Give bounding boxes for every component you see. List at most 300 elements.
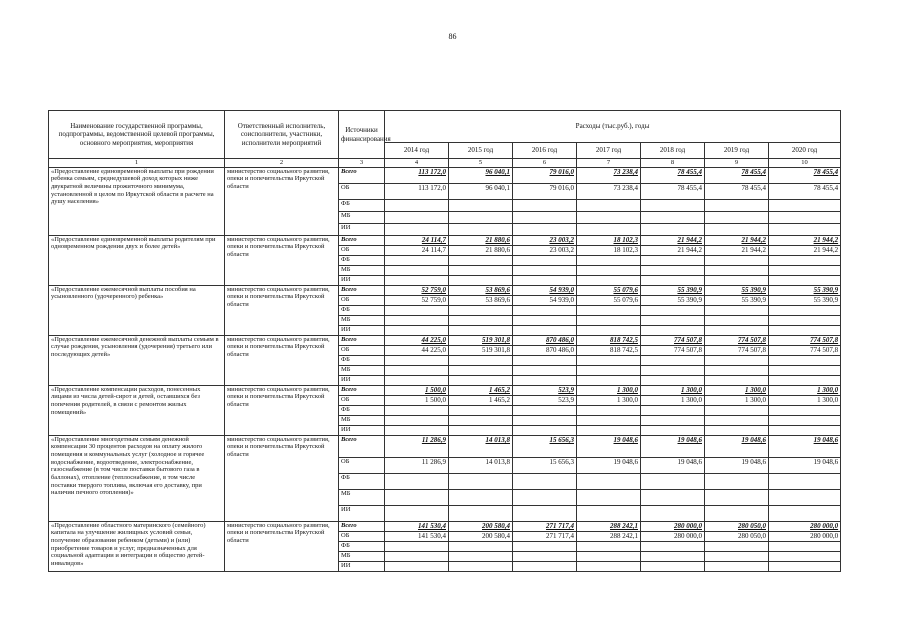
funding-source: Всего: [339, 435, 385, 457]
table-row: [49, 167, 841, 183]
funding-source: Всего: [339, 521, 385, 531]
expense-value: [577, 405, 641, 415]
expense-value: [705, 211, 769, 223]
expense-value: [705, 255, 769, 265]
expense-value: 1 300,0: [769, 395, 841, 405]
funding-source: Всего: [339, 167, 385, 183]
expense-value: 14 013,8: [449, 435, 513, 457]
expense-value: [705, 375, 769, 385]
expense-value: [385, 425, 449, 435]
expense-value: 21 944,2: [705, 245, 769, 255]
funding-source: ИИ: [339, 325, 385, 335]
expense-value: [449, 315, 513, 325]
expense-value: 21 944,2: [641, 245, 705, 255]
expense-value: [769, 265, 841, 275]
header-year: 2014 год: [385, 143, 449, 159]
expense-value: [385, 561, 449, 571]
expense-value: [705, 489, 769, 505]
expense-value: 55 390,9: [769, 285, 841, 295]
header-year: 2017 год: [577, 143, 641, 159]
expense-value: [641, 415, 705, 425]
header-year: 2016 год: [513, 143, 577, 159]
executor-name: министерство социального развития, опеки и попечительства Иркутской области: [225, 285, 339, 335]
funding-source: МБ: [339, 489, 385, 505]
expense-value: [449, 561, 513, 571]
table-row: [49, 335, 841, 345]
expense-value: 19 048,6: [705, 457, 769, 473]
expense-value: 774 507,8: [769, 335, 841, 345]
expense-value: 18 102,3: [577, 235, 641, 245]
expense-value: 19 048,6: [577, 457, 641, 473]
expense-value: [449, 425, 513, 435]
expense-value: [449, 473, 513, 489]
expense-value: [769, 473, 841, 489]
expense-value: [769, 489, 841, 505]
expense-value: [577, 211, 641, 223]
expense-value: [385, 275, 449, 285]
expense-value: 19 048,6: [641, 457, 705, 473]
expense-value: 55 390,9: [641, 295, 705, 305]
funding-source: ИИ: [339, 561, 385, 571]
expense-value: [385, 405, 449, 415]
expense-value: 288 242,1: [577, 521, 641, 531]
expense-value: [513, 505, 577, 521]
expense-value: 1 300,0: [641, 385, 705, 395]
expense-value: 870 486,0: [513, 335, 577, 345]
expense-value: [641, 211, 705, 223]
expense-value: 1 500,0: [385, 385, 449, 395]
expense-value: [385, 541, 449, 551]
expense-value: [577, 305, 641, 315]
expense-value: 774 507,8: [769, 345, 841, 355]
expense-value: [449, 541, 513, 551]
expense-value: [641, 365, 705, 375]
expense-value: 54 939,0: [513, 285, 577, 295]
expense-value: 55 390,9: [769, 295, 841, 305]
expense-value: [449, 275, 513, 285]
header-year: 2020 год: [769, 143, 841, 159]
measure-name: «Предоставление компенсации расходов, понесенных лицами из числа детей-сирот и детей, оставшихся без попечения родителей, в связи с ремонтом жилых помещений»: [49, 385, 225, 435]
expense-value: [769, 375, 841, 385]
expense-value: 18 102,3: [577, 245, 641, 255]
expense-value: [577, 415, 641, 425]
header-year: 2018 год: [641, 143, 705, 159]
expense-value: 280 050,0: [705, 521, 769, 531]
expense-value: [705, 199, 769, 211]
expense-value: 78 455,4: [641, 167, 705, 183]
expense-value: 21 944,2: [769, 235, 841, 245]
expense-value: 52 759,0: [385, 285, 449, 295]
column-number: 7: [577, 159, 641, 168]
expense-value: [641, 325, 705, 335]
expense-value: 52 759,0: [385, 295, 449, 305]
funding-source: МБ: [339, 211, 385, 223]
expense-value: [577, 275, 641, 285]
expense-value: [577, 315, 641, 325]
table-row: [49, 235, 841, 245]
expense-value: [705, 275, 769, 285]
expense-value: [513, 489, 577, 505]
expense-value: 24 114,7: [385, 235, 449, 245]
expense-value: [705, 473, 769, 489]
expense-value: 78 455,4: [705, 183, 769, 199]
header-expenses: Расходы (тыс.руб.), годы: [385, 111, 841, 143]
expense-value: 1 465,2: [449, 395, 513, 405]
expense-value: [513, 255, 577, 265]
funding-source: ИИ: [339, 425, 385, 435]
executor-name: министерство социального развития, опеки и попечительства Иркутской области: [225, 435, 339, 521]
funding-source: ОБ: [339, 245, 385, 255]
expense-value: 96 040,1: [449, 167, 513, 183]
expense-value: 23 003,2: [513, 235, 577, 245]
expense-value: [769, 551, 841, 561]
expense-value: 288 242,1: [577, 531, 641, 541]
funding-source: ОБ: [339, 345, 385, 355]
expense-value: [449, 405, 513, 415]
expense-value: [641, 561, 705, 571]
funding-source: ФБ: [339, 541, 385, 551]
expense-value: [769, 199, 841, 211]
expense-value: 774 507,8: [705, 335, 769, 345]
expense-value: 24 114,7: [385, 245, 449, 255]
expense-value: 78 455,4: [641, 183, 705, 199]
expense-value: [449, 551, 513, 561]
expense-value: [641, 255, 705, 265]
expense-value: [769, 365, 841, 375]
expense-value: [769, 325, 841, 335]
expense-value: [705, 415, 769, 425]
expense-value: 1 300,0: [705, 385, 769, 395]
expense-value: [449, 489, 513, 505]
expense-value: 55 390,9: [705, 285, 769, 295]
expense-value: [449, 355, 513, 365]
column-number: 3: [339, 159, 385, 168]
expense-value: [577, 325, 641, 335]
table-row: [49, 385, 841, 395]
expense-value: [385, 315, 449, 325]
expense-value: 19 048,6: [705, 435, 769, 457]
measure-name: «Предоставление единовременной выплаты при рождении ребенка семьям, среднедушевой доход которых ниже двукратной величины прожиточного минимума, установленной в целом по Иркутской области в расчете на душу населения»: [49, 167, 225, 235]
column-number: 5: [449, 159, 513, 168]
expense-value: [449, 223, 513, 235]
expense-value: [641, 551, 705, 561]
expense-value: [385, 265, 449, 275]
expense-value: 21 880,6: [449, 245, 513, 255]
executor-name: министерство социального развития, опеки и попечительства Иркутской области: [225, 521, 339, 571]
expense-value: [769, 275, 841, 285]
expense-value: 818 742,5: [577, 335, 641, 345]
expense-value: [641, 541, 705, 551]
expense-value: [449, 255, 513, 265]
expense-value: [449, 375, 513, 385]
expense-value: [641, 405, 705, 415]
expense-value: [513, 199, 577, 211]
expense-value: 870 486,0: [513, 345, 577, 355]
expense-value: [705, 505, 769, 521]
expense-value: [513, 325, 577, 335]
expense-value: 19 048,6: [769, 457, 841, 473]
expense-value: [641, 305, 705, 315]
expense-value: 280 000,0: [641, 521, 705, 531]
expense-value: [513, 473, 577, 489]
expense-value: [705, 425, 769, 435]
expense-value: [513, 305, 577, 315]
expense-value: [449, 365, 513, 375]
expense-value: [513, 275, 577, 285]
header-name: Наименование государственной программы, подпрограммы, ведомственной целевой программы, основного мероприятия, мероприятия: [49, 111, 225, 159]
table-row: [49, 285, 841, 295]
funding-source: ОБ: [339, 295, 385, 305]
funding-source: ИИ: [339, 275, 385, 285]
funding-source: ОБ: [339, 395, 385, 405]
expense-value: 1 300,0: [577, 385, 641, 395]
expense-value: [769, 561, 841, 571]
expense-value: [641, 425, 705, 435]
expense-value: [705, 325, 769, 335]
expense-value: [641, 315, 705, 325]
expense-value: 79 016,0: [513, 183, 577, 199]
expense-value: 774 507,8: [705, 345, 769, 355]
expense-value: [769, 211, 841, 223]
expense-value: [769, 505, 841, 521]
expense-value: [705, 561, 769, 571]
expense-value: [705, 305, 769, 315]
expense-value: [705, 541, 769, 551]
expense-value: 21 944,2: [641, 235, 705, 245]
expense-value: 55 079,6: [577, 295, 641, 305]
expense-value: [449, 265, 513, 275]
expense-value: [513, 425, 577, 435]
expense-value: 53 869,6: [449, 285, 513, 295]
measure-name: «Предоставление многодетным семьям денежной компенсации 30 процентов расходов на оплату жилого помещения и коммунальных услуг (холодное и горячее водоснабжение, водоотведение, электроснабжение, газоснабжение (в том числе поставки бытового газа в баллонах), отопление (теплоснабжение, в том числе поставки твердого топлива, включая его доставку, при наличии печного отопления)»: [49, 435, 225, 521]
expense-value: 11 286,9: [385, 435, 449, 457]
measure-name: «Предоставление единовременной выплаты родителям при одновременном рождении двух и более детей»: [49, 235, 225, 285]
expense-value: 271 717,4: [513, 521, 577, 531]
measure-name: «Предоставление ежемесячной денежной выплаты семьям в случае рождения, усыновления (удочерения) третьего или последующих детей»: [49, 335, 225, 385]
expense-value: 774 507,8: [641, 345, 705, 355]
expense-value: [513, 405, 577, 415]
column-number: 2: [225, 159, 339, 168]
expense-value: 200 580,4: [449, 531, 513, 541]
expense-value: [513, 223, 577, 235]
expense-value: [449, 305, 513, 315]
expense-value: 19 048,6: [577, 435, 641, 457]
expense-value: [449, 199, 513, 211]
funding-source: МБ: [339, 315, 385, 325]
expense-value: [769, 405, 841, 415]
expense-value: [577, 561, 641, 571]
expense-value: 519 301,8: [449, 345, 513, 355]
expense-value: [769, 255, 841, 265]
expense-value: 44 225,0: [385, 335, 449, 345]
expense-value: 55 390,9: [641, 285, 705, 295]
expense-value: 53 869,6: [449, 295, 513, 305]
expense-value: [385, 551, 449, 561]
expense-value: [513, 355, 577, 365]
expense-value: 11 286,9: [385, 457, 449, 473]
expense-value: 54 939,0: [513, 295, 577, 305]
expense-value: [641, 473, 705, 489]
expense-value: [705, 265, 769, 275]
expense-value: 280 000,0: [769, 521, 841, 531]
expense-value: [705, 223, 769, 235]
expense-value: [385, 489, 449, 505]
expense-value: [513, 211, 577, 223]
expense-value: [577, 365, 641, 375]
expense-value: [641, 275, 705, 285]
expense-value: [385, 305, 449, 315]
expense-value: [449, 211, 513, 223]
funding-source: ФБ: [339, 305, 385, 315]
expense-value: 73 238,4: [577, 167, 641, 183]
expense-value: [385, 365, 449, 375]
expense-value: 23 003,2: [513, 245, 577, 255]
executor-name: министерство социального развития, опеки и попечительства Иркутской области: [225, 335, 339, 385]
expense-value: [385, 355, 449, 365]
expense-value: 271 717,4: [513, 531, 577, 541]
expense-value: 1 300,0: [769, 385, 841, 395]
expense-value: [769, 541, 841, 551]
expense-value: [385, 375, 449, 385]
expense-value: 818 742,5: [577, 345, 641, 355]
expense-value: 44 225,0: [385, 345, 449, 355]
header-source: Источники финансирования: [339, 111, 385, 159]
expense-value: [449, 415, 513, 425]
funding-source: Всего: [339, 335, 385, 345]
expense-value: 73 238,4: [577, 183, 641, 199]
expense-value: 14 013,8: [449, 457, 513, 473]
expense-value: [641, 355, 705, 365]
expense-value: [513, 315, 577, 325]
expense-value: 78 455,4: [705, 167, 769, 183]
executor-name: министерство социального развития, опеки и попечительства Иркутской области: [225, 235, 339, 285]
expense-value: 280 000,0: [769, 531, 841, 541]
column-number: 4: [385, 159, 449, 168]
expense-value: [385, 199, 449, 211]
expense-value: 141 530,4: [385, 531, 449, 541]
expense-value: 113 172,0: [385, 183, 449, 199]
expense-value: [577, 375, 641, 385]
expense-value: 1 500,0: [385, 395, 449, 405]
funding-source: ФБ: [339, 255, 385, 265]
funding-source: ФБ: [339, 355, 385, 365]
header-year: 2015 год: [449, 143, 513, 159]
expense-value: 78 455,4: [769, 183, 841, 199]
funding-source: МБ: [339, 365, 385, 375]
funding-source: ОБ: [339, 183, 385, 199]
funding-source: ОБ: [339, 457, 385, 473]
expense-value: [769, 415, 841, 425]
measure-name: «Предоставление областного материнского (семейного) капитала на улучшение жилищных условий семьи, получение образования ребенком (детьми) и (или) приобретение товаров и услуг, предназначенных для социальной адаптации и интеграции в общество детей-инвалидов»: [49, 521, 225, 571]
expense-value: [577, 505, 641, 521]
expense-value: [577, 551, 641, 561]
expense-value: [385, 325, 449, 335]
expense-value: [577, 541, 641, 551]
expense-value: [705, 315, 769, 325]
expense-value: [513, 365, 577, 375]
page-number: 86: [448, 32, 457, 41]
expense-value: [769, 315, 841, 325]
expense-value: 21 880,6: [449, 235, 513, 245]
header-year: 2019 год: [705, 143, 769, 159]
expense-value: [577, 473, 641, 489]
expense-value: [385, 223, 449, 235]
expense-value: 1 300,0: [705, 395, 769, 405]
expense-value: [641, 223, 705, 235]
expense-value: 1 300,0: [577, 395, 641, 405]
column-number: 9: [705, 159, 769, 168]
expense-value: [641, 505, 705, 521]
expense-value: 19 048,6: [641, 435, 705, 457]
expense-value: 141 530,4: [385, 521, 449, 531]
header-executor: Ответственный исполнитель, соисполнители, участники, исполнители мероприятий: [225, 111, 339, 159]
expense-value: [577, 355, 641, 365]
expense-value: [705, 551, 769, 561]
expense-value: [705, 365, 769, 375]
expense-value: 15 656,3: [513, 435, 577, 457]
funding-source: Всего: [339, 285, 385, 295]
table-row: [49, 521, 841, 531]
expense-value: [577, 425, 641, 435]
funding-source: ИИ: [339, 505, 385, 521]
expense-value: [449, 505, 513, 521]
funding-source: ФБ: [339, 473, 385, 489]
expense-value: 113 172,0: [385, 167, 449, 183]
expense-value: [641, 489, 705, 505]
expense-value: 78 455,4: [769, 167, 841, 183]
expense-value: 280 050,0: [705, 531, 769, 541]
expense-value: [577, 489, 641, 505]
expenses-table: [48, 110, 841, 572]
expense-value: [385, 505, 449, 521]
expense-value: 55 079,6: [577, 285, 641, 295]
expense-value: 523,9: [513, 395, 577, 405]
expense-value: 1 300,0: [641, 395, 705, 405]
column-number: 10: [769, 159, 841, 168]
expense-value: [577, 265, 641, 275]
funding-source: МБ: [339, 551, 385, 561]
expense-value: [513, 551, 577, 561]
funding-source: ФБ: [339, 405, 385, 415]
expense-value: [641, 199, 705, 211]
expense-value: [513, 415, 577, 425]
executor-name: министерство социального развития, опеки и попечительства Иркутской области: [225, 167, 339, 235]
funding-source: ОБ: [339, 531, 385, 541]
executor-name: министерство социального развития, опеки и попечительства Иркутской области: [225, 385, 339, 435]
expense-value: [385, 211, 449, 223]
expense-value: [449, 325, 513, 335]
expense-value: 1 465,2: [449, 385, 513, 395]
funding-source: ИИ: [339, 375, 385, 385]
expense-value: [385, 473, 449, 489]
expense-value: 79 016,0: [513, 167, 577, 183]
expense-value: [513, 375, 577, 385]
expense-value: [769, 305, 841, 315]
funding-source: Всего: [339, 235, 385, 245]
expense-value: [385, 255, 449, 265]
column-number: 1: [49, 159, 225, 168]
funding-source: МБ: [339, 415, 385, 425]
expense-value: [769, 425, 841, 435]
expense-value: [705, 405, 769, 415]
measure-name: «Предоставление ежемесячной выплаты пособия на усыновленного (удочеренного) ребенка»: [49, 285, 225, 335]
funding-source: ФБ: [339, 199, 385, 211]
expense-value: [641, 265, 705, 275]
expense-value: [769, 355, 841, 365]
expense-value: [513, 541, 577, 551]
column-number: 8: [641, 159, 705, 168]
expense-value: 15 656,3: [513, 457, 577, 473]
